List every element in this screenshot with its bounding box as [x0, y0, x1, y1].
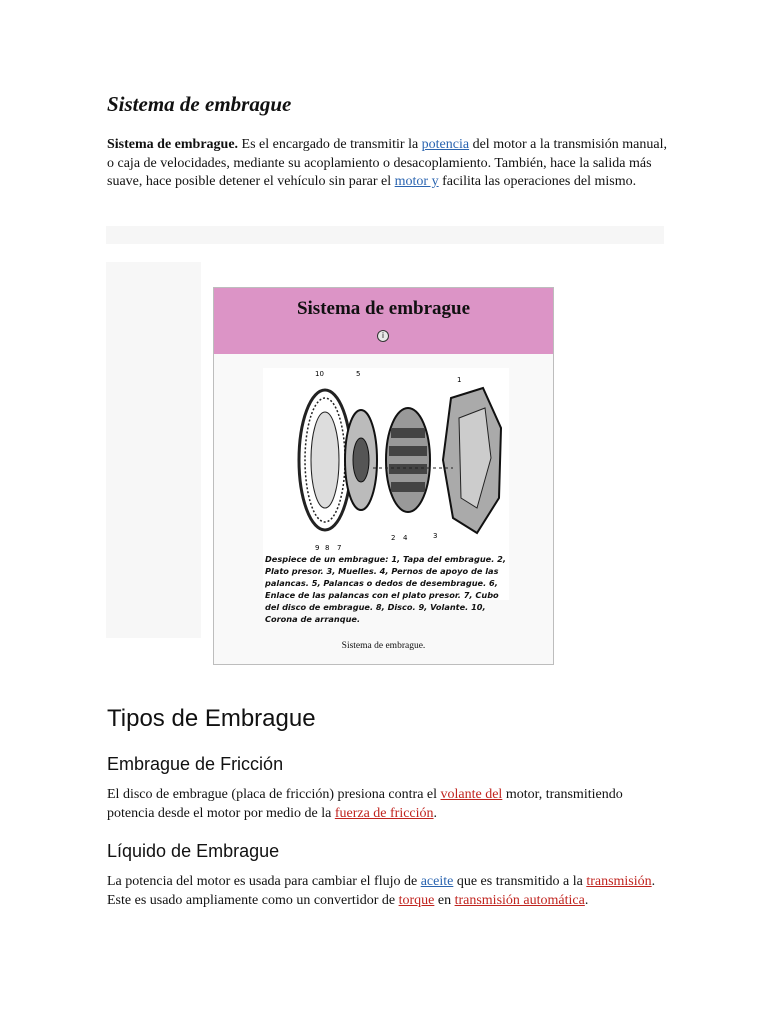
subheading-liquido: Líquido de Embrague [107, 841, 280, 861]
link-torque[interactable]: torque [398, 892, 435, 908]
label-1: 1 [457, 376, 462, 384]
link-aceite[interactable]: aceite [420, 874, 454, 889]
clutch-exploded-drawing [263, 368, 509, 553]
label-8: 8 [325, 544, 330, 552]
label-4: 4 [403, 534, 408, 542]
intro-bold-term: Sistema de embrague. [107, 137, 239, 152]
label-10: 10 [315, 370, 324, 378]
label-5: 5 [356, 370, 361, 378]
link-volante[interactable]: volante del [440, 787, 503, 802]
page-title: Sistema de embrague [107, 92, 292, 116]
subheading-friccion: Embrague de Fricción [107, 754, 284, 774]
paragraph-text: . [584, 892, 589, 908]
link-potencia[interactable]: potencia [421, 137, 470, 152]
info-icon[interactable]: i [377, 330, 389, 342]
intro-text: facilita las operaciones del mismo. [438, 174, 637, 189]
clutch-diagram [263, 368, 509, 624]
intro-paragraph [107, 136, 667, 192]
paragraph-text: en [434, 892, 455, 908]
paragraph-text: que es transmitido a la [453, 874, 587, 889]
link-transmision-automatica[interactable]: transmisión automática [454, 892, 585, 908]
label-9: 9 [315, 544, 320, 552]
label-3: 3 [433, 532, 438, 540]
label-7: 7 [337, 544, 342, 552]
paragraph-text: . [433, 805, 438, 821]
infobox-caption: Sistema de embrague. [341, 641, 426, 651]
figure-caption: Despiece de un embrague: 1, Tapa del embrague. 2, Plato presor. 3, Muelles. 4, Pernos de apoyo de las palancas. 5, Palancas o dedos de desembrague. 6, Enlace de las palancas con el plato presor. 7, Cubo del disco de embrague. 8, Disco. 9, Volante. 10, Corona de arranque. [265, 554, 506, 624]
label-2: 2 [391, 534, 396, 542]
paragraph-text: El disco de embrague (placa de fricción) presiona contra el [107, 787, 441, 802]
paragraph-text: motor, transmitiendo potencia desde el motor por medio de la [107, 787, 623, 821]
section-heading: Tipos de Embrague [107, 705, 316, 732]
infobox [213, 287, 554, 665]
ad-placeholder-side [106, 262, 201, 638]
paragraph-liquido [107, 873, 667, 910]
infobox-header [214, 288, 553, 354]
intro-text: del motor a la transmisión manual, o caja de velocidades, mediante su acoplamiento o desacoplamiento. También, hace la salida más suave, hace posible detener el vehículo sin parar el [107, 137, 667, 189]
link-transmision[interactable]: transmisión [586, 874, 652, 889]
paragraph-text: La potencia del motor es usada para cambiar el flujo de [107, 874, 421, 889]
infobox-title: Sistema de embrague [296, 298, 471, 319]
link-fuerza-friccion[interactable]: fuerza de fricción [334, 805, 434, 821]
ad-placeholder-bar [106, 226, 664, 244]
paragraph-friccion [107, 786, 667, 823]
paragraph-text: . Este es usado ampliamente como un convertidor de [107, 874, 656, 908]
link-motor[interactable]: motor y [394, 174, 439, 189]
intro-text: Es el encargado de transmitir la [238, 137, 422, 152]
